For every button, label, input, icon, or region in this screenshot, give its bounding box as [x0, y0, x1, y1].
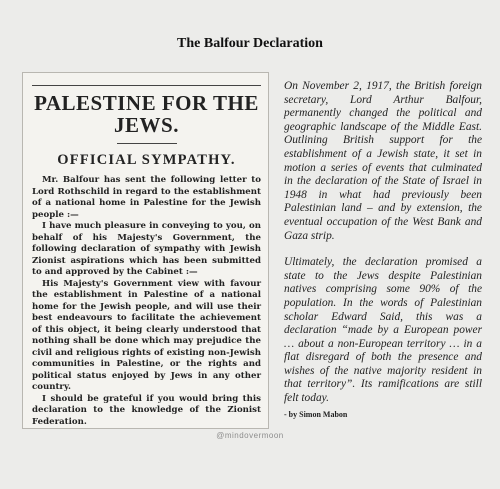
- clipping-paragraph-letter: I have much pleasure in conveying to you, on behalf of his Majesty's Government, the following declaration of sympathy with Jewish Zionist aspirations which has been submitted to and approved by the Cabinet :—: [32, 221, 261, 277]
- clipping-divider: [117, 143, 177, 144]
- clipping-paragraph-declaration: His Majesty's Government view with favour the establishment in Palestine of a national home for the Jewish people, and will use their best endeavours to facilitate the achievement of this object, it being clearly understood that nothing shall be done which may prejudice the civil and religious rights of existing non-Jewish communities in Palestine, or the rights and political status enjoyed by Jews in any other country.: [32, 278, 261, 392]
- clipping-paragraph-intro: Mr. Balfour has sent the following letter to Lord Rothschild in regard to the establishment of a national home in Palestine for the Jewish people :—: [32, 175, 261, 220]
- newspaper-clipping: [22, 72, 269, 429]
- clipping-paragraph-closing: I should be grateful if you would bring this declaration to the knowledge of the Zionist Federation.: [32, 393, 261, 427]
- clipping-top-rule: [32, 85, 261, 86]
- clipping-subhead: OFFICIAL SYMPATHY.: [57, 152, 236, 168]
- author-credit: @mindovermoon: [216, 431, 284, 440]
- essay-paragraph-2: Ultimately, the declaration promised a state to the Jews despite Palestinian natives comprising some 90% of the population. In the words of Palestinian scholar Edward Said, this was a declaration “made by a European power … about a non-European territory … in a flat disregard of both the presence and wishes of the native majority resident in that territory”. Its ramifications are still felt today.: [284, 256, 482, 405]
- page-title: The Balfour Declaration: [177, 36, 323, 51]
- clipping-body: [32, 175, 261, 428]
- clipping-headline: PALESTINE FOR THE JEWS.: [34, 91, 259, 137]
- essay-paragraph-1: On November 2, 1917, the British foreign secretary, Lord Arthur Balfour, permanently changed the political and geographic landscape of the Middle East. Outlining British support for the establishment of a Jewish state, it set in motion a series of events that culminated in the declaration of the State of Israel in 1948 in what had previously been Palestinian land – and by extension, the eventual occupation of the West Bank and Gaza strip.: [284, 80, 482, 242]
- essay-text: [284, 80, 482, 421]
- essay-byline: - by Simon Mabon: [284, 409, 348, 419]
